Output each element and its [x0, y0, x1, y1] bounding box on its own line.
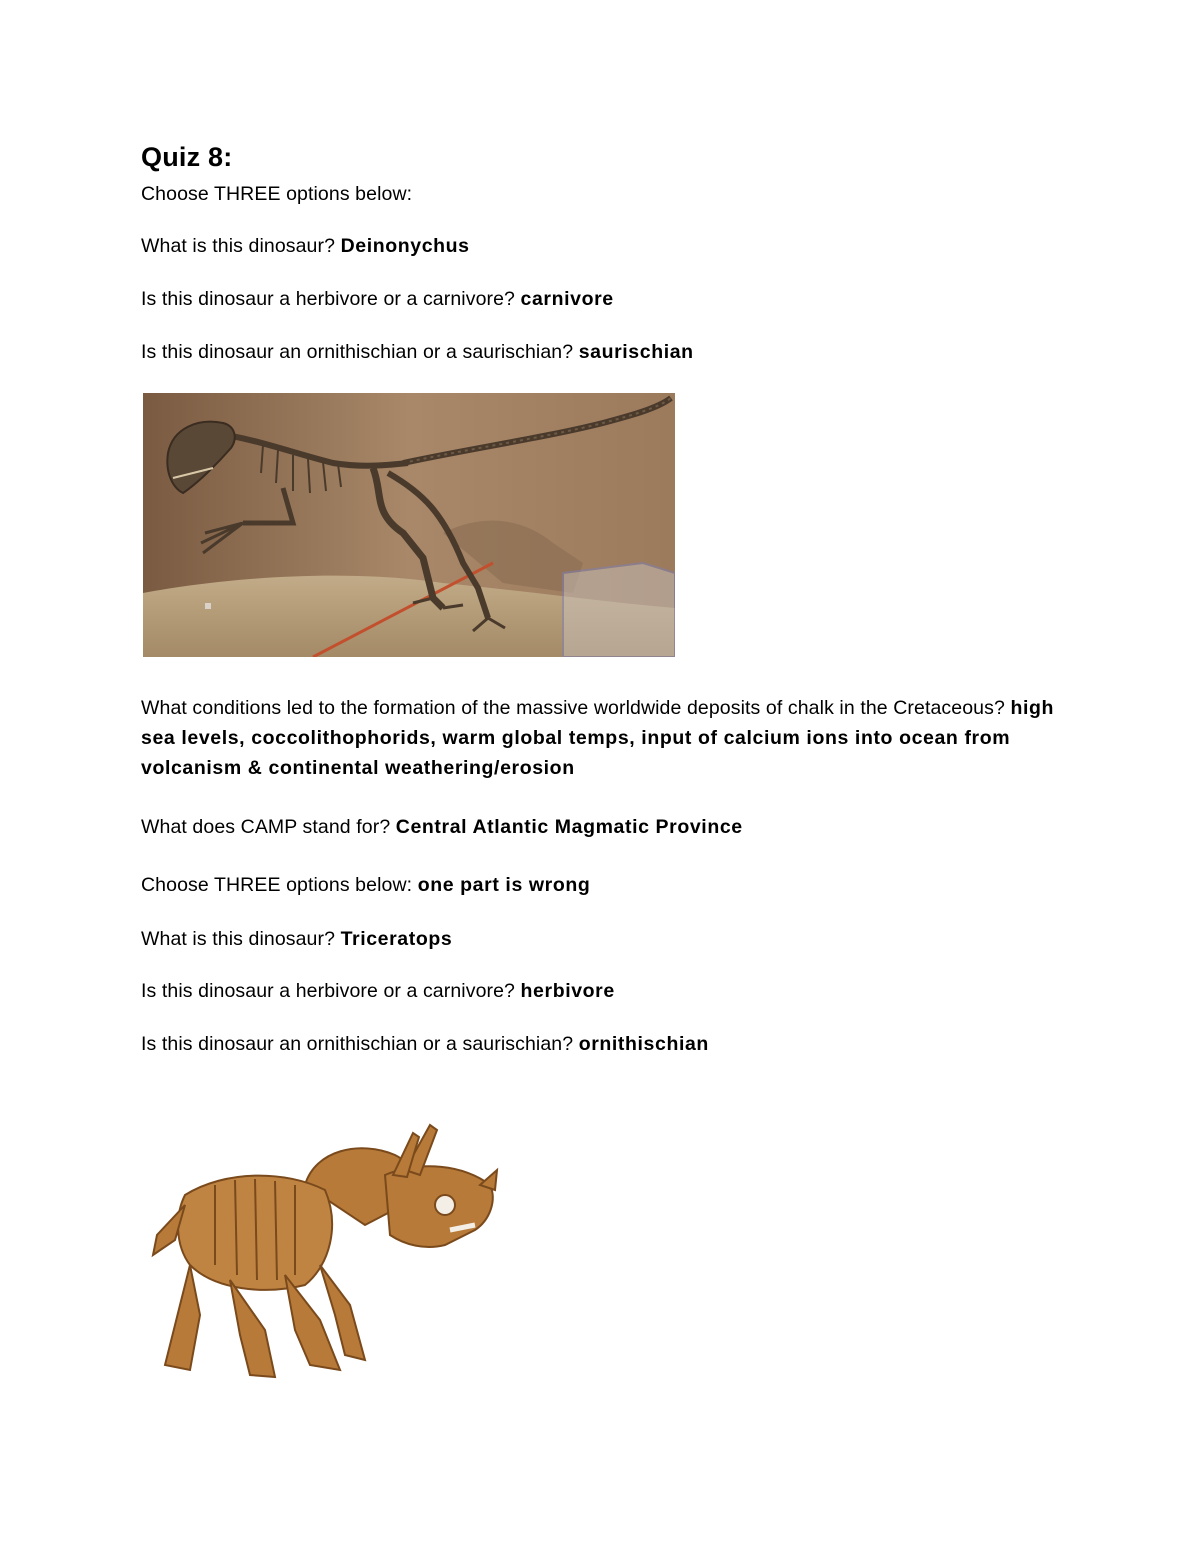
answer-text: Deinonychus — [340, 235, 470, 257]
question-text: What is this dinosaur? — [141, 235, 336, 257]
question-text: What does CAMP stand for? — [141, 816, 391, 838]
answer-text: Central Atlantic Magmatic Province — [395, 816, 743, 838]
answer-text: herbivore — [520, 980, 615, 1002]
question-text: Is this dinosaur a herbivore or a carnivore? — [141, 288, 516, 310]
question-chalk — [141, 693, 1071, 783]
question-clade-1 — [141, 337, 694, 367]
question-dinosaur-name-2 — [141, 924, 452, 954]
question-clade-2 — [141, 1029, 709, 1059]
question-text: What is this dinosaur? — [141, 928, 336, 950]
question-diet-2 — [141, 976, 615, 1006]
instruction-2 — [141, 870, 590, 900]
instruction-text: Choose THREE options below: — [141, 874, 413, 896]
note-text: one part is wrong — [417, 874, 591, 896]
answer-text: ornithischian — [578, 1033, 709, 1055]
triceratops-skeleton-photo — [145, 1115, 510, 1395]
question-text: Is this dinosaur an ornithischian or a saurischian? — [141, 1033, 574, 1055]
answer-text: saurischian — [578, 341, 694, 363]
question-dinosaur-name-1 — [141, 231, 470, 261]
answer-text: high sea levels, coccolithophorids, warm global temps, input of calcium ions into ocean from volcanism & continental weathering/erosion — [141, 697, 1055, 779]
answer-text: carnivore — [520, 288, 614, 310]
question-text: Is this dinosaur an ornithischian or a saurischian? — [141, 341, 574, 363]
answer-text: Triceratops — [340, 928, 453, 950]
question-text: Is this dinosaur a herbivore or a carnivore? — [141, 980, 516, 1002]
question-diet-1 — [141, 284, 614, 314]
instruction-1: Choose THREE options below: — [141, 183, 413, 205]
question-camp — [141, 812, 743, 842]
page-title: Quiz 8: — [141, 142, 233, 172]
question-text: What conditions led to the formation of the massive worldwide deposits of chalk in the Cretaceous? — [141, 697, 1005, 719]
deinonychus-skeleton-photo — [143, 393, 675, 657]
